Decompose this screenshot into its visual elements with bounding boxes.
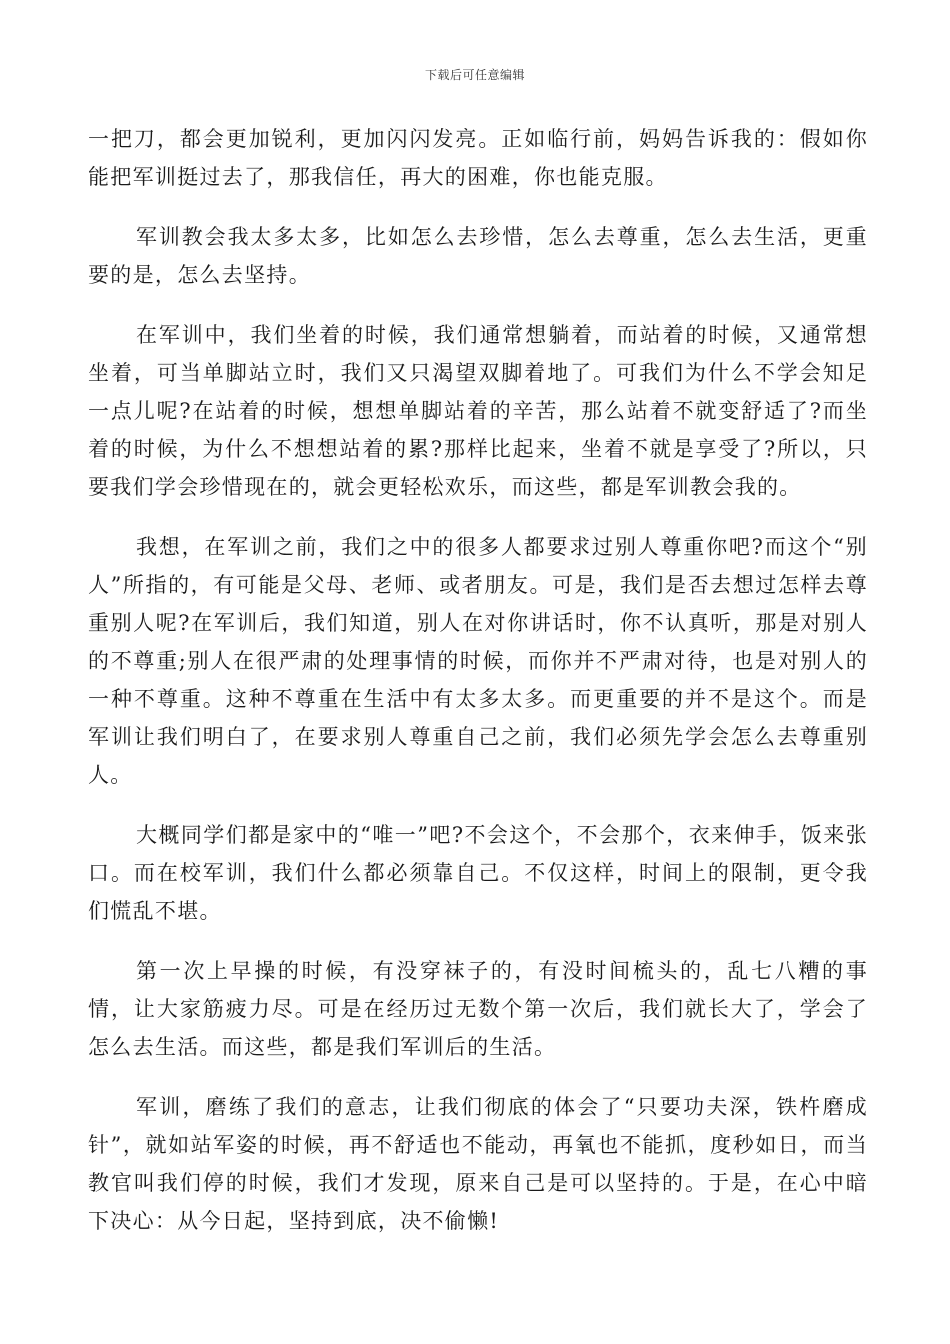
paragraph-continuation: 一把刀，都会更加锐利，更加闪闪发亮。正如临行前，妈妈告诉我的：假如你能把军训挺过去了，那我信任，再大的困难，你也能克服。 (88, 127, 868, 189)
paragraph: 大概同学们都是家中的“唯一”吧?不会这个，不会那个，衣来伸手，饭来张口。而在校军训，我们什么都必须靠自己。不仅这样，时间上的限制，更令我们慌乱不堪。 (88, 823, 868, 923)
paragraph: 军训教会我太多太多，比如怎么去珍惜，怎么去尊重，怎么去生活，更重要的是，怎么去坚持。 (88, 225, 868, 287)
paragraph: 军训，磨练了我们的意志，让我们彻底的体会了“只要功夫深，铁杵磨成针”，就如站军姿的时候，再不舒适也不能动，再氧也不能抓，度秒如日，而当教官叫我们停的时候，我们才发现，原来自己是可以坚持的。于是，在心中暗下决心：从今日起，坚持到底，决不偷懒! (88, 1095, 868, 1233)
paragraph: 在军训中，我们坐着的时候，我们通常想躺着，而站着的时候，又通常想坐着，可当单脚站立时，我们又只渴望双脚着地了。可我们为什么不学会知足一点儿呢?在站着的时候，想想单脚站着的辛苦，那么站着不就变舒适了?而坐着的时候，为什么不想想站着的累?那样比起来，坐着不就是享受了?所以，只要我们学会珍惜现在的，就会更轻松欢乐，而这些，都是军训教会我的。 (88, 323, 868, 499)
page-header: 下载后可任意编辑 (424, 68, 525, 82)
paragraph: 第一次上早操的时候，有没穿袜子的，有没时间梳头的，乱七八糟的事情，让大家筋疲力尽。可是在经历过无数个第一次后，我们就长大了，学会了怎么去生活。而这些，都是我们军训后的生活。 (88, 959, 868, 1059)
document-body (88, 120, 868, 1262)
paragraph: 我想，在军训之前，我们之中的很多人都要求过别人尊重你吧?而这个“别人”所指的，有可能是父母、老师、或者朋友。可是，我们是否去想过怎样去尊重别人呢?在军训后，我们知道，别人在对你讲话时，你不认真听，那是对别人的不尊重;别人在很严肃的处理事情的时候，而你并不严肃对待，也是对别人的一种不尊重。这种不尊重在生活中有太多太多。而更重要的并不是这个。而是军训让我们明白了，在要求别人尊重自己之前，我们必须先学会怎么去尊重别人。 (88, 535, 868, 787)
